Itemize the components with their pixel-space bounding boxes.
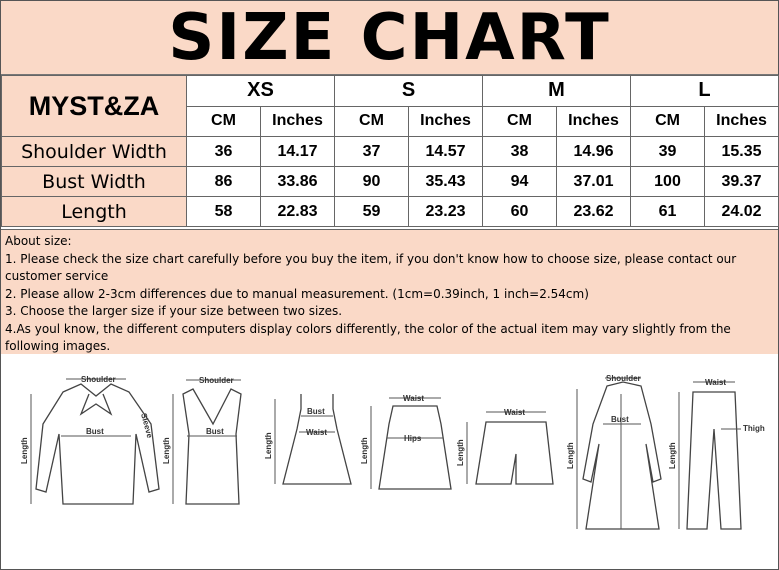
- unit-header-inches: Inches: [409, 106, 483, 137]
- page-title: SIZE CHART: [168, 0, 611, 75]
- sleeve-label: Sleeve: [139, 412, 155, 440]
- table-cell: 38: [483, 137, 557, 167]
- note-item: 3. Choose the larger size if your size between two sizes.: [5, 304, 343, 318]
- table-cell: 60: [483, 197, 557, 227]
- unit-header-inches: Inches: [705, 106, 779, 137]
- length-label: Length: [668, 442, 677, 469]
- thigh-label: Thigh: [743, 424, 765, 433]
- bust-label: Bust: [611, 415, 629, 424]
- length-label: Length: [162, 437, 171, 464]
- table-cell: 37.01: [557, 167, 631, 197]
- notes-heading: About size:: [5, 234, 72, 248]
- table-row: [2, 137, 779, 167]
- length-label: Length: [20, 437, 29, 464]
- size-header-l: L: [631, 76, 779, 107]
- table-cell: 100: [631, 167, 705, 197]
- table-cell: 61: [631, 197, 705, 227]
- row-label-shoulder-width: Shoulder Width: [2, 137, 187, 167]
- unit-header-cm: CM: [483, 106, 557, 137]
- size-header-s: S: [335, 76, 483, 107]
- table-cell: 24.02: [705, 197, 779, 227]
- shoulder-label: Shoulder: [606, 374, 641, 383]
- brand-label: MYST&ZA: [2, 76, 187, 137]
- skirt-illustration: [360, 394, 451, 489]
- table-cell: 15.35: [705, 137, 779, 167]
- table-cell: 86: [187, 167, 261, 197]
- title-band: [1, 1, 778, 75]
- table-cell: 14.57: [409, 137, 483, 167]
- table-cell: 90: [335, 167, 409, 197]
- table-cell: 23.23: [409, 197, 483, 227]
- waist-label: Waist: [504, 408, 526, 417]
- waist-label: Waist: [403, 394, 425, 403]
- unit-header-cm: CM: [335, 106, 409, 137]
- bust-label: Bust: [307, 407, 325, 416]
- table-cell: 22.83: [261, 197, 335, 227]
- table-cell: 35.43: [409, 167, 483, 197]
- table-cell: 94: [483, 167, 557, 197]
- table-cell: 36: [187, 137, 261, 167]
- table-cell: 33.86: [261, 167, 335, 197]
- table-cell: 59: [335, 197, 409, 227]
- table-row: [2, 167, 779, 197]
- hips-label: Hips: [404, 434, 422, 443]
- bust-label: Bust: [86, 427, 104, 436]
- length-label: Length: [456, 439, 465, 466]
- length-label: Length: [264, 432, 273, 459]
- bust-label: Bust: [206, 427, 224, 436]
- trousers-illustration: [668, 378, 765, 529]
- unit-header-cm: CM: [631, 106, 705, 137]
- unit-header-cm: CM: [187, 106, 261, 137]
- size-notes: [1, 229, 778, 355]
- shoulder-label: Shoulder: [199, 376, 234, 385]
- shorts-illustration: [456, 408, 553, 484]
- length-label: Length: [566, 442, 575, 469]
- table-cell: 14.17: [261, 137, 335, 167]
- strap-dress-illustration: [264, 394, 351, 484]
- shoulder-label: Shoulder: [81, 375, 116, 384]
- row-label-length: Length: [2, 197, 187, 227]
- table-cell: 37: [335, 137, 409, 167]
- unit-header-inches: Inches: [557, 106, 631, 137]
- table-cell: 23.62: [557, 197, 631, 227]
- table-cell: 58: [187, 197, 261, 227]
- measurement-illustrations: [1, 354, 778, 568]
- trench-coat-illustration: [566, 374, 661, 529]
- note-item: 4.As youl know, the different computers display colors differently, the color of the actual item may vary slightly from the following images.: [5, 321, 731, 353]
- table-cell: 39.37: [705, 167, 779, 197]
- note-item: 1. Please check the size chart carefully before you buy the item, if you don't know how to choose size, please contact our customer service: [5, 251, 737, 283]
- note-item: 2. Please allow 2-3cm differences due to manual measurement. (1cm=0.39inch, 1 inch=2.54cm): [5, 286, 589, 301]
- table-row: [2, 197, 779, 227]
- table-cell: 39: [631, 137, 705, 167]
- garment-diagrams: [1, 354, 778, 568]
- table-cell: 14.96: [557, 137, 631, 167]
- length-label: Length: [360, 437, 369, 464]
- blouse-illustration: [20, 375, 159, 504]
- tank-top-illustration: [162, 376, 241, 504]
- waist-label: Waist: [306, 428, 328, 437]
- size-header-m: M: [483, 76, 631, 107]
- size-header-xs: XS: [187, 76, 335, 107]
- waist-label: Waist: [705, 378, 727, 387]
- unit-header-inches: Inches: [261, 106, 335, 137]
- size-table: [1, 75, 779, 227]
- row-label-bust-width: Bust Width: [2, 167, 187, 197]
